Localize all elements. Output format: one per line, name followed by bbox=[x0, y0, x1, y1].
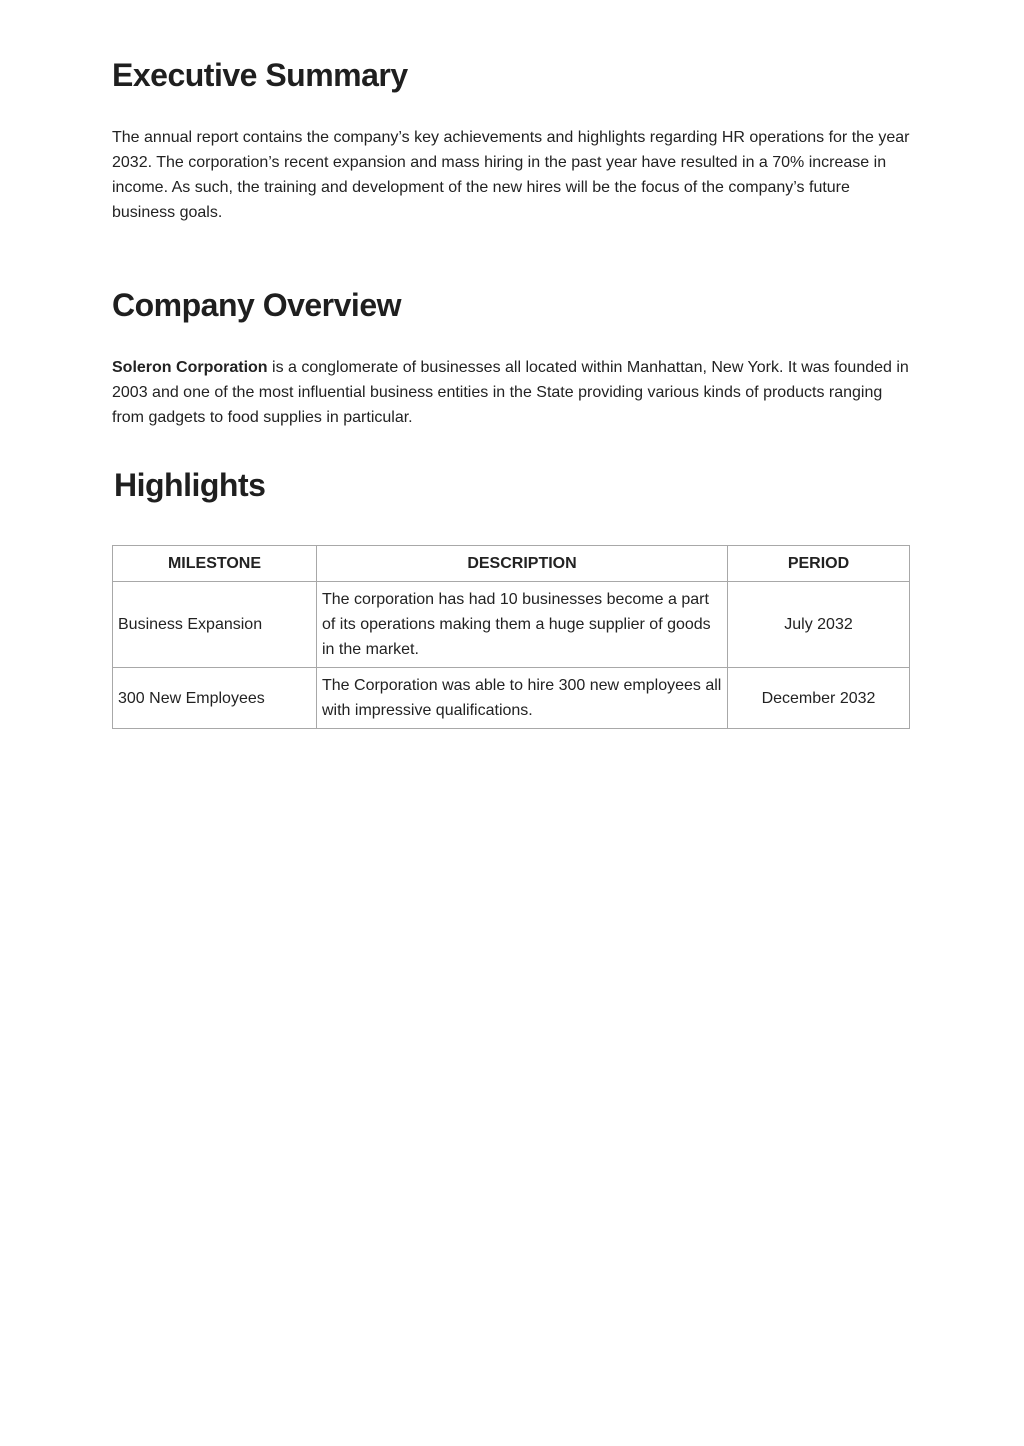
milestone-cell: 300 New Employees bbox=[113, 668, 317, 729]
description-cell: The corporation has had 10 businesses become a part of its operations making them a huge supplier of goods in the market. bbox=[317, 582, 728, 668]
table-header-row bbox=[113, 546, 910, 582]
description-cell: The Corporation was able to hire 300 new employees all with impressive qualifications. bbox=[317, 668, 728, 729]
column-header-description: DESCRIPTION bbox=[317, 546, 728, 582]
period-cell: December 2032 bbox=[728, 668, 910, 729]
column-header-milestone: MILESTONE bbox=[113, 546, 317, 582]
highlights-table bbox=[112, 545, 910, 729]
highlights-heading: Highlights bbox=[114, 467, 266, 503]
milestone-cell: Business Expansion bbox=[113, 582, 317, 668]
column-header-period: PERIOD bbox=[728, 546, 910, 582]
company-overview-paragraph bbox=[112, 355, 910, 430]
executive-summary-paragraph: The annual report contains the company’s key achievements and highlights regarding HR operations for the year 2032. The corporation’s recent expansion and mass hiring in the past year have resulted in a 70% increase in income. As such, the training and development of the new hires will be the focus of the company’s future business goals. bbox=[112, 129, 910, 221]
period-cell: July 2032 bbox=[728, 582, 910, 668]
company-overview-text: is a conglomerate of businesses all located within Manhattan, New York. It was founded in 2003 and one of the most influential business entities in the State providing various kinds of products ranging from gadgets to food supplies in particular. bbox=[112, 359, 909, 426]
company-overview-heading: Company Overview bbox=[112, 287, 401, 323]
executive-summary-heading: Executive Summary bbox=[112, 57, 408, 93]
table-row bbox=[113, 668, 910, 729]
table-row bbox=[113, 582, 910, 668]
highlights-table-wrapper bbox=[112, 545, 910, 729]
company-name: Soleron Corporation bbox=[112, 359, 268, 376]
